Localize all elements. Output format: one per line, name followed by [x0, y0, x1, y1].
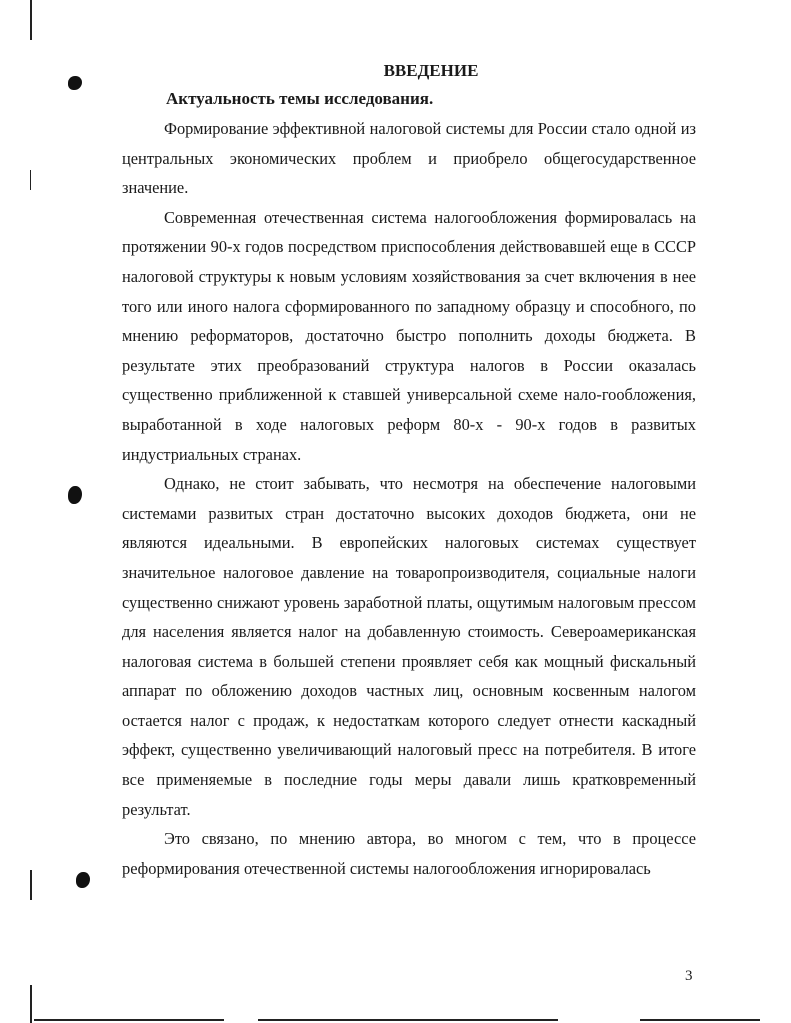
- paragraph: Формирование эффективной налоговой системы для России стало одной из центральных экономических проблем и приобрело общегосударственное значение.: [122, 119, 696, 198]
- scan-bottom-line: [34, 1019, 224, 1021]
- paragraph: Современная отечественная система налогообложения формировалась на протяжении 90-х годов посредством приспособления действовавшей еще в СССР налоговой структуры к новым условиям хозяйствования за счет включения в нее того или иного налога сформированного по западному образцу и способного, по мнению реформаторов, достаточно быстро пополнить доходы бюджета. В результате этих преобразований структура налогов в России оказалась существенно приближенной к ставшей универсальной схеме нало-гообложения, выработанной в ходе налоговых реформ 80-х - 90-х годов в развитых индустриальных странах.: [122, 207, 696, 464]
- scan-bottom-line: [640, 1019, 760, 1021]
- page-number: 3: [685, 968, 693, 984]
- punch-hole-mark: [68, 486, 82, 504]
- scan-margin-line: [30, 170, 31, 190]
- punch-hole-mark: [68, 76, 82, 90]
- punch-hole-mark: [76, 872, 90, 888]
- section-heading: Актуальность темы исследования.: [166, 89, 434, 108]
- scan-margin-line: [30, 985, 32, 1023]
- page-title: ВВЕДЕНИЕ: [383, 61, 479, 80]
- scan-bottom-line: [258, 1019, 558, 1021]
- scan-margin-line: [30, 870, 32, 900]
- document-body: [122, 58, 696, 883]
- paragraph: Однако, не стоит забывать, что несмотря на обеспечение налоговыми системами развитых стран достаточно высоких доходов бюджета, они не являются идеальными. В европейских налоговых системах существует значительное налоговое давление на товаропроизводителя, социальные налоги существенно снижают уровень заработной платы, ощутимым налоговым прессом для населения является налог на добавленную стоимость. Североамериканская налоговая система в большей степени проявляет себя как мощный фискальный аппарат по обложению доходов частных лиц, основным косвенным налогом остается налог с продаж, к недостаткам которого следует отнести каскадный эффект, существенно увеличивающий налоговый пресс на потребителя. В итоге все применяемые в последние годы меры давали лишь кратковременный результат.: [122, 474, 696, 819]
- scan-margin-line: [30, 0, 32, 40]
- paragraph: Это связано, по мнению автора, во многом с тем, что в процессе реформирования отечественной системы налогообложения игнорировалась: [122, 829, 696, 878]
